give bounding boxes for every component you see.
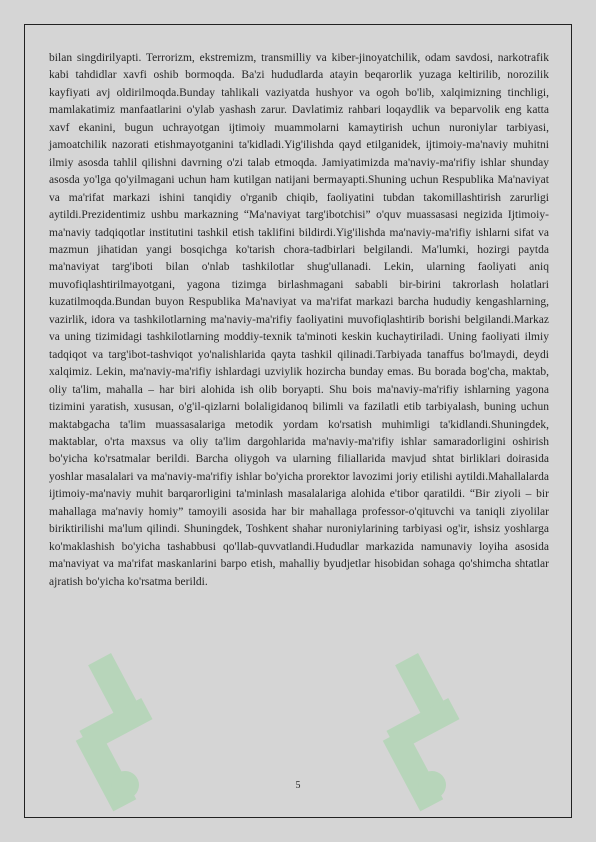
page-number: 5 xyxy=(295,780,301,791)
document-page xyxy=(24,24,572,818)
watermark-logo-left xyxy=(63,635,173,835)
body-paragraph: bilan singdirilyapti. Terrorizm, ekstremizm, transmilliy va kiber-jinoyatchilik, odam savdosi, narkotrafik kabi tahdidlar xavfi oshib bormoqda. Ba'zi hududlarda atayin beqarorlik yuzaga keltirilib, norozilik kayfiyati avj oldirilmoqda.Bunday tahlikali vaziyatda hushyor va ogoh bo'lib, xalqimizning tinchligi, mamlakatimiz manfaatlarini o'ylab yashash zarur. Davlatimiz rahbari loqaydlik va beparvolik eng katta xavf ekanini, bugun uchrayotgan ijtimoiy muammolarni kamaytirish uchun nuroniylar tarbiyasi, jamoatchilik nazorati etishmayotganini ta'kidladi.Yig'ilishda qayd etilganidek, ijtimoiy-ma'naviy muhitni ilmiy asosda tahlil qilishni davrning o'zi talab etmoqda. Jamiyatimizda ma'naviy-ma'rifiy ishlar shunday asosda yo'lga qo'yilmagani uchun ham kutilgan natijani bermayapti.Shuning uchun Respublika Ma'naviyat va ma'rifat markazi ishini tanqidiy o'rganib chiqib, faoliyatini tubdan takomillashtirish zarurligi aytildi.Prezidentimiz ushbu markazning “Ma'naviyat targ'ibotchisi” o'quv muassasasi negizida Ijtimoiy-ma'naviy tadqiqotlar institutini tashkil etish taklifini bildirdi.Yig'ilishda ma'naviy-ma'rifiy ishlarni sifat va mazmun jihatidan yangi bosqichga ko'tarish chora-tadbirlari belgilandi. Ma'lumki, hozirgi paytda ma'naviyat targ'iboti bilan o'nlab tashkilotlar shug'ullanadi. Lekin, ularning faoliyati aniq muvofiqlashtirilmayotgani, yagona tizimga birlashmagani sababli bir-birini takrorlash holatlari kuzatilmoqda.Bundan buyon Respublika Ma'naviyat va ma'rifat markazi barcha hududiy kengashlarning, vazirlik, idora va tashkilotlarning ma'naviy-ma'rifiy faoliyatini muvofiqlashtirib borishi belgilandi.Markaz va uning tizimidagi tashkilotlarning moddiy-texnik ta'minoti keskin kuchaytiriladi. Uning faoliyati ilmiy tadqiqot va targ'ibot-tashviqot yo'nalishlarida qayta tashkil qilinadi.Tarbiyada tanaffus bo'lmaydi, deydi xalqimiz. Lekin, ma'naviy-ma'rifiy ishlardagi uzviylik hozircha bunday emas. Bu borada bog'cha, maktab, oliy ta'lim, mahalla – har biri alohida ish olib boryapti. Shu bois ma'naviy-ma'rifiy ishlarning yagona tizimini yaratish, xususan, o'g'il-qizlarni bolaligidanoq bilimli va fazilatli etib tarbiyalash, buning uchun maktabgacha ta'lim muassasalariga metodik yordam ko'rsatish muhimligi ta'kidlandi.Shuningdek, maktablar, o'rta maxsus va oliy ta'lim dargohlarida ma'naviy-ma'rifiy ishlar samaradorligini oshirish bo'yicha ko'rsatmalar berildi. Barcha oliygoh va ularning filiallarida mavjud shtat birliklari doirasida yoshlar masalalari va ma'naviy-ma'rifiy ishlar bo'yicha prorektor lavozimi joriy etilishi aytildi.Mahallalarda ijtimoiy-ma'naviy muhit barqarorligini ta'minlash masalalariga alohida e'tibor qaratildi. “Bir ziyoli – bir mahallaga ma'naviy homiy” tamoyili asosida har bir mahallaga professor-o'qituvchi va taniqli ziyolilar biriktirilishi ma'lum qilindi. Shuningdek, Toshkent shahar nuroniylarining tarbiyasi og'ir, ishsiz yoshlarga ko'maklashish bo'yicha tashabbusi qo'llab-quvvatlandi.Hududlar markazida namunaviy loyiha asosida ma'naviyat va ma'rifat maskanlarini barpo etish, mahalliy byudjetlar hisobidan sohaga qo'shimcha shtatlar ajratish bo'yicha ko'rsatma berildi. xyxy=(49,52,549,588)
watermark-logo-right xyxy=(370,635,480,835)
